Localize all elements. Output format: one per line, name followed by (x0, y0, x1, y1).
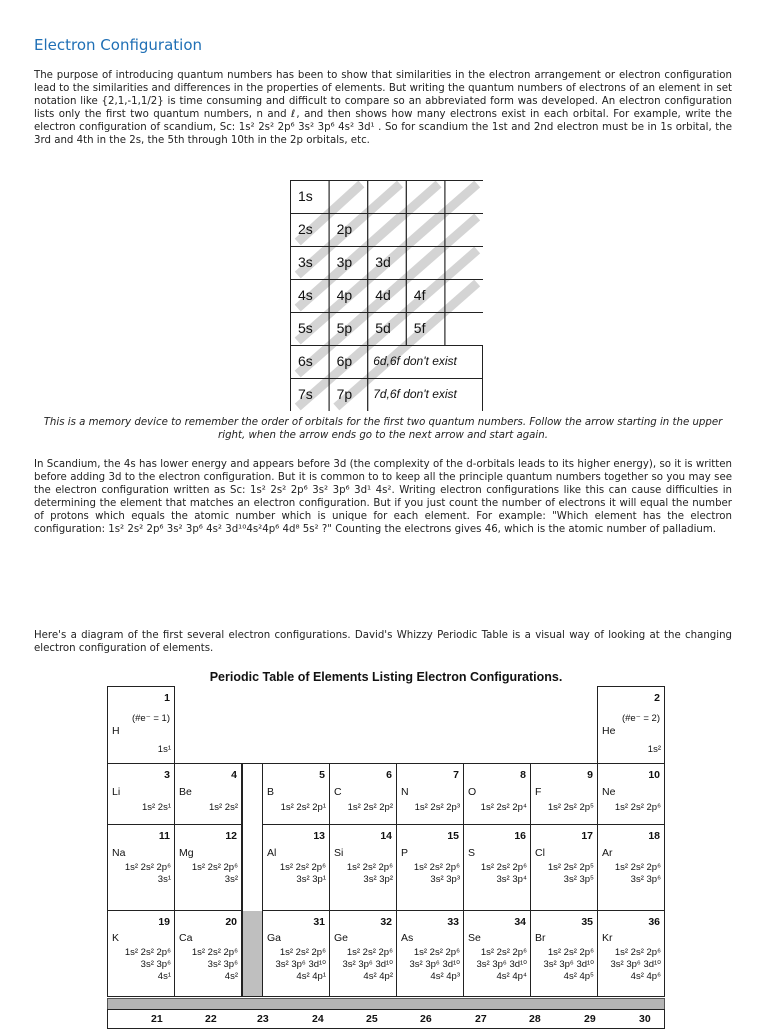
element-cell (597, 910, 665, 997)
element-cell (463, 763, 531, 825)
element-symbol: He (602, 725, 616, 737)
element-cell (329, 910, 397, 997)
element-cell (329, 824, 397, 911)
atomic-number: 36 (648, 916, 660, 928)
intro-paragraph: The purpose of introducing quantum numbers has been to show that similarities in the electron arrangement or electron configuration lead to the similarities and differences in the properties of elements. But writing the quantum numbers of electrons of an element in set notation like {2,1,-1,1/2} is time consuming and difficult to compare so an abbreviated form was developed. An electron configuration lists only the first two quantum numbers, n and ℓ, and then shows how many electrons exist in each orbital. For example, write the electron configuration of scandium, Sc: 1s² 2s² 2p⁶ 3s² 3p⁶ 4s² 3d¹ . So for scandium the 1st and 2nd electron must be in 1s orbital, the 3rd and 4th in the 2s, the 5th through 10th in the 2p orbitals, etc. (34, 70, 732, 146)
atomic-number: 9 (587, 769, 593, 781)
atomic-number: 10 (648, 769, 660, 781)
atomic-number: 34 (514, 916, 526, 928)
atomic-number: 2 (654, 692, 660, 704)
orbital-label: 2s (298, 221, 313, 237)
electron-configuration: 1s² 2s² 2p⁵ 3s² 3p⁵ (547, 862, 594, 885)
orbital-label: 5f (413, 320, 426, 336)
atomic-number: 35 (581, 916, 593, 928)
electron-configuration: 1s² 2s² 2p⁶ 3s² 3p⁶ 3d¹⁰ 4s² 4p⁶ (610, 947, 661, 982)
orbital-label: 6p (336, 353, 353, 369)
orbital-label: 6s (298, 353, 313, 369)
electron-count: (#e⁻ = 2) (621, 713, 660, 724)
element-symbol: Se (468, 932, 481, 944)
electron-configuration: 1s² 2s² 2p⁶ 3s² (191, 862, 238, 885)
element-symbol: C (334, 786, 342, 798)
atomic-number: 26 (420, 1013, 432, 1025)
diagram-intro-paragraph: Here's a diagram of the first several electron configurations. David's Whizzy Periodic Table is a visual way of looking at the changing electron configuration of elements. (34, 630, 732, 654)
element-cell (396, 763, 464, 825)
orbital-note: 6d,6f don't exist (373, 354, 457, 368)
atomic-number: 13 (313, 830, 325, 842)
electron-configuration: 1s² 2s² 2p⁶ 3s² 3p⁶ 3d¹⁰ 4s² 4p³ (409, 947, 460, 982)
atomic-number: 21 (151, 1013, 163, 1025)
electron-configuration: 1s² 2s² 2p⁶ 3s² 3p⁴ (480, 862, 527, 885)
orbital-label: 7p (336, 386, 353, 402)
electron-configuration: 1s² 2s² 2p⁶ 3s² 3p³ (413, 862, 460, 885)
element-symbol: Br (535, 932, 546, 944)
orbital-label: 4s (298, 287, 313, 303)
atomic-number: 23 (257, 1013, 269, 1025)
transition-metal-row (107, 1009, 665, 1029)
electron-configuration: 1s² 2s² 2p³ (414, 802, 460, 813)
atomic-number: 18 (648, 830, 660, 842)
page-title: Electron Configuration (34, 36, 203, 54)
atomic-number: 27 (475, 1013, 487, 1025)
orbital-label: 3d (375, 254, 391, 270)
atomic-number: 7 (453, 769, 459, 781)
element-cell (107, 763, 175, 825)
electron-configuration: 1s² 2s¹ (141, 802, 171, 813)
element-cell (396, 824, 464, 911)
element-symbol: Ar (602, 847, 613, 859)
element-symbol: S (468, 847, 476, 859)
atomic-number: 24 (312, 1013, 324, 1025)
element-symbol: N (401, 786, 409, 798)
electron-configuration: 1s² 2s² 2p⁶ 3s² 3p⁶ 3d¹⁰ 4s² 4p¹ (275, 947, 326, 982)
electron-configuration: 1s² 2s² 2p⁶ (614, 802, 661, 813)
element-symbol: Li (112, 786, 121, 798)
element-cell (530, 910, 598, 997)
electron-configuration: 1s² 2s² 2p⁴ (480, 802, 527, 813)
atomic-number: 31 (313, 916, 325, 928)
element-cell (530, 763, 598, 825)
element-cell (107, 686, 175, 764)
element-symbol: Cl (535, 847, 545, 859)
element-cell (597, 824, 665, 911)
element-cell (174, 763, 242, 825)
orbital-label: 7s (298, 386, 313, 402)
element-symbol: Kr (602, 932, 613, 944)
atomic-number: 4 (231, 769, 237, 781)
electron-configuration: 1s² 2s² 2p⁶ 3s² 3p⁶ 3d¹⁰ 4s² 4p⁴ (476, 947, 527, 982)
orbital-label: 3p (336, 254, 353, 270)
orbital-label: 5d (375, 320, 391, 336)
electron-configuration: 1s² 2s² 2p¹ (280, 802, 326, 813)
element-symbol: As (401, 932, 414, 944)
atomic-number: 22 (205, 1013, 217, 1025)
orbital-label: 4d (375, 287, 391, 303)
element-symbol: Ne (602, 786, 616, 798)
element-symbol: O (468, 786, 477, 798)
element-symbol: Na (112, 847, 126, 859)
electron-configuration: 1s² 2s² 2p⁶ 3s² 3p² (346, 862, 393, 885)
orbital-label: 5s (298, 320, 313, 336)
atomic-number: 17 (581, 830, 593, 842)
electron-configuration: 1s² 2s² 2p⁶ 3s² 3p⁶ 4s¹ (124, 947, 171, 982)
element-cell (262, 824, 330, 911)
element-cell (107, 824, 175, 911)
memory-grid-caption: This is a memory device to remember the order of orbitals for the first two quantum numbers. Follow the arrow starting in the upper right, when the arrow ends go to the next arrow and start again. (43, 417, 723, 441)
element-symbol: B (267, 786, 275, 798)
electron-configuration: 1s² 2s² 2p⁶ 3s² 3p⁶ (614, 862, 661, 885)
element-symbol: H (112, 725, 120, 737)
element-cell (396, 910, 464, 997)
element-cell (107, 910, 175, 997)
orbital-label: 4p (336, 287, 353, 303)
atomic-number: 3 (164, 769, 170, 781)
element-cell (262, 910, 330, 997)
orbital-label: 2p (336, 221, 353, 237)
orbital-note: 7d,6f don't exist (373, 387, 457, 401)
orbital-label: 4f (413, 287, 426, 303)
atomic-number: 12 (225, 830, 237, 842)
element-symbol: Ga (267, 932, 282, 944)
electron-configuration: 1s² 2s² 2p⁶ 3s² 3p⁶ 4s² (191, 947, 238, 982)
orbital-label: 5p (336, 320, 353, 336)
atomic-number: 1 (164, 692, 170, 704)
element-symbol: P (401, 847, 409, 859)
element-cell (262, 763, 330, 825)
atomic-number: 5 (319, 769, 325, 781)
element-cell (463, 910, 531, 997)
element-cell (597, 686, 665, 764)
element-cell (174, 910, 242, 997)
electron-configuration: 1s² 2s² 2p⁵ (547, 802, 594, 813)
atomic-number: 14 (380, 830, 392, 842)
element-symbol: Ca (179, 932, 193, 944)
element-symbol: Si (334, 847, 344, 859)
element-cell (329, 763, 397, 825)
atomic-number: 6 (386, 769, 392, 781)
element-cell (530, 824, 598, 911)
element-symbol: K (112, 932, 120, 944)
scandium-paragraph: In Scandium, the 4s has lower energy and appears before 3d (the complexity of the d-orbitals leads to its higher energy), so it is written before adding 3d to the electron configuration. But it is common to to keep all the principle quantum numbers together so you may see the electron configuration written as Sc: 1s² 2s² 2p⁶ 3s² 3p⁶ 3d¹ 4s². Writing electron configurations like this can cause difficulties in determining the element that matches an electron configuration. But if you just count the number of electrons it will equal the number of protons which equals the atomic number which is unique for each element. For example: "Which element has the electron configuration: 1s² 2s² 2p⁶ 3s² 3p⁶ 4s² 3d¹⁰4s²4p⁶ 4d⁸ 5s² ?" Counting the electrons gives 46, which is the atomic number of palladium. (34, 459, 732, 535)
atomic-number: 28 (529, 1013, 541, 1025)
atomic-number: 33 (447, 916, 459, 928)
electron-configuration: 1s² 2s² (208, 802, 238, 813)
element-cell (174, 824, 242, 911)
electron-configuration: 1s² 2s² 2p⁶ 3s² 3p⁶ 3d¹⁰ 4s² 4p² (342, 947, 393, 982)
atomic-number: 16 (514, 830, 526, 842)
atomic-number: 32 (380, 916, 392, 928)
atomic-number: 20 (225, 916, 237, 928)
element-symbol: Be (179, 786, 192, 798)
electron-count: (#e⁻ = 1) (131, 713, 170, 724)
element-symbol: Ge (334, 932, 349, 944)
atomic-number: 15 (447, 830, 459, 842)
element-symbol: F (535, 786, 542, 798)
element-cell (463, 824, 531, 911)
electron-configuration: 1s² (647, 744, 661, 755)
orbital-label: 1s (298, 188, 313, 204)
electron-configuration: 1s² 2s² 2p⁶ 3s² 3p⁶ 3d¹⁰ 4s² 4p⁵ (543, 947, 594, 982)
atomic-number: 29 (584, 1013, 596, 1025)
electron-configuration: 1s² 2s² 2p⁶ 3s² 3p¹ (279, 862, 326, 885)
element-symbol: Al (267, 847, 277, 859)
transition-metal-gap (242, 910, 263, 997)
atomic-number: 30 (639, 1013, 651, 1025)
atomic-number: 19 (158, 916, 170, 928)
electron-configuration: 1s² 2s² 2p² (347, 802, 393, 813)
atomic-number: 11 (158, 830, 170, 842)
periodic-table-title: Periodic Table of Elements Listing Electron Configurations. (209, 670, 563, 684)
element-cell (597, 763, 665, 825)
table-bracket (242, 763, 263, 911)
electron-configuration: 1s² 2s² 2p⁶ 3s¹ (124, 862, 171, 885)
electron-configuration: 1s¹ (157, 744, 171, 755)
orbital-label: 3s (298, 254, 313, 270)
atomic-number: 8 (520, 769, 526, 781)
atomic-number: 25 (366, 1013, 378, 1025)
element-symbol: Mg (179, 847, 194, 859)
